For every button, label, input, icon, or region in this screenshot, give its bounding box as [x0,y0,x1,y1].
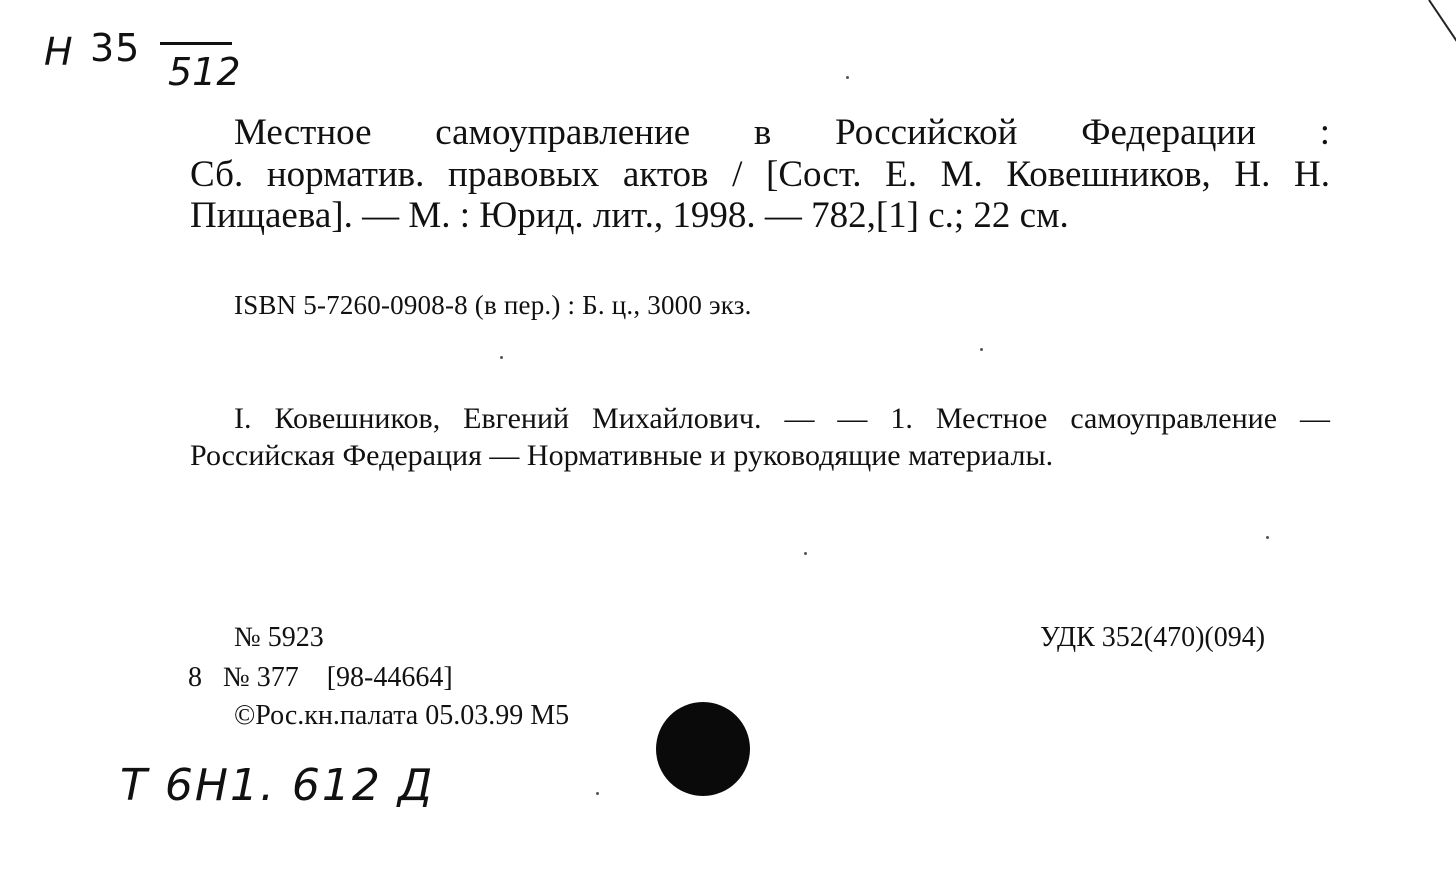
description-body: Сб. норматив. правовых актов / [Сост. Е. М. Ковешников, Н. Н. Пищаева]. — М. : Юрид. лит., 1998. — 782,[1] с.; 22 см. [190,153,1330,236]
speck [1266,536,1269,539]
title-line: Местное самоуправление в Российской Федерации : [234,112,1330,153]
card-number: № 377 [223,662,299,693]
isbn-line: ISBN 5-7260-0908-8 (в пер.) : Б. ц., 3000 экз. [234,290,752,320]
card-count: 8 [188,662,202,693]
bibliographic-description [190,112,1330,237]
shelfmark-denominator: 512 [168,50,241,94]
registration-number: [98-44664] [326,662,453,693]
record-number: № 5923 [234,622,324,653]
speck [500,356,503,359]
udk-code: УДК 352(470)(094) [1040,622,1266,653]
shelfmark-fraction-rule [160,42,232,45]
subject-headings [190,400,1330,474]
punch-hole [656,702,750,796]
speck [596,792,599,795]
card-number-line [188,662,453,694]
book-chamber-line: ©Рос.кн.палата 05.03.99 М5 [234,700,570,731]
speck [980,348,983,351]
corner-scratch [1428,0,1456,59]
speck [846,76,849,79]
shelfmark-number: 35 [90,26,141,70]
subject-text: I. Ковешников, Евгений Михайлович. — — 1. Местное самоуправление — Российская Федерация — Нормативные и руководящие материалы. [190,402,1330,472]
handwritten-bottom-mark: Т 6Н1. 612 Д [120,760,435,811]
shelfmark-letter: Н [44,30,75,74]
speck [804,552,807,555]
